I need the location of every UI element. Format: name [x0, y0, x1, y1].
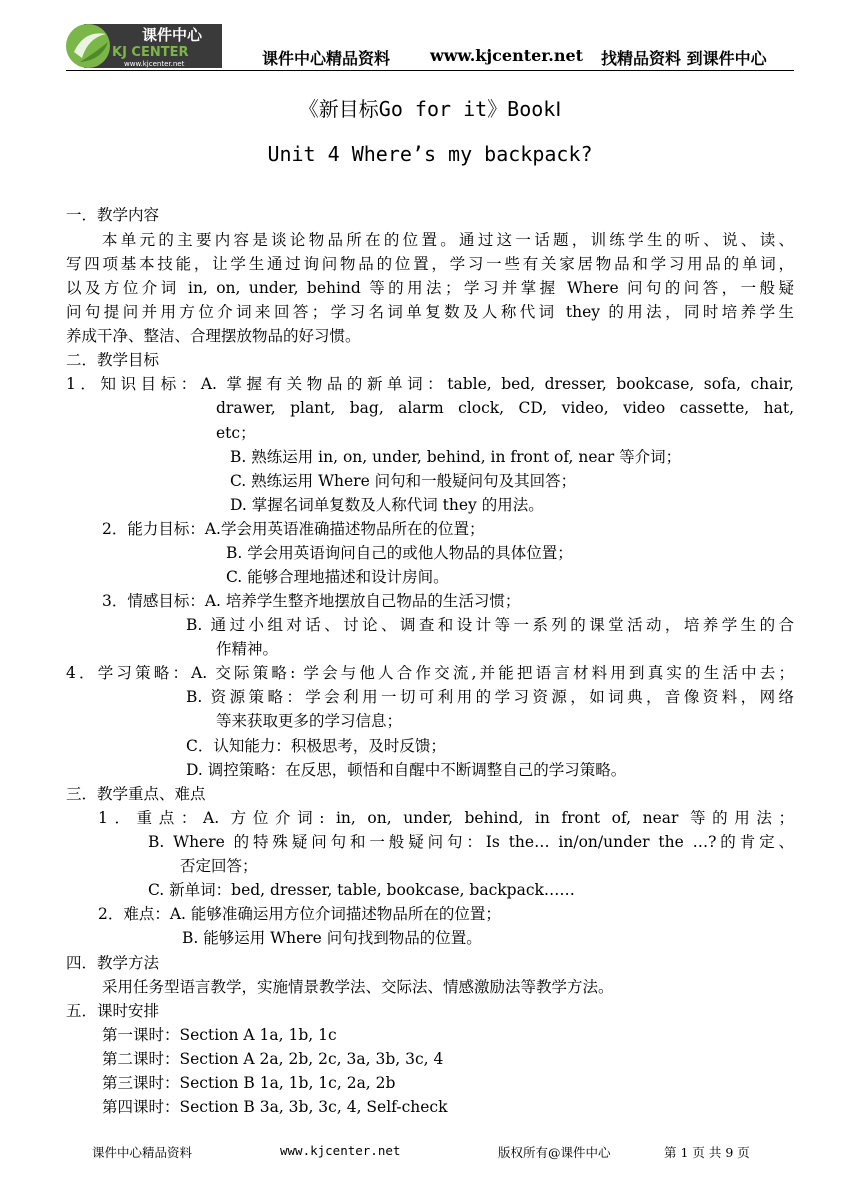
body-line: B. 能够运用 Where 问句找到物品的位置。	[182, 929, 482, 947]
doc-subtitle: Unit 4 Where’s my backpack?	[267, 142, 593, 166]
footer-copyright: 版权所有@课件中心	[498, 1145, 611, 1160]
body-line: C．认知能力：积极思考，及时反馈；	[186, 737, 446, 755]
body-line: B. 学会用英语询问自己的或他人物品的具体位置；	[226, 544, 573, 562]
schedule-line: 第一课时：Section A 1a, 1b, 1c	[102, 1026, 337, 1044]
kjcenter-logo	[66, 22, 222, 70]
body-line: 采用任务型语言教学，实施情景教学法、交际法、情感激励法等教学方法。	[102, 978, 614, 996]
body-line: 写四项基本技能，让学生通过询问物品的位置，学习一些有关家居物品和学习用品的单词，	[66, 255, 794, 273]
body-line: B. 资源策略：学会利用一切可利用的学习资源，如词典，音像资料，网络	[186, 688, 794, 706]
logo-main-text: KJ CENTER	[112, 45, 189, 60]
body-line: 1．重点：A. 方位介词: in, on, under, behind, in front of, near 等的用法；	[98, 809, 794, 827]
section-heading: 三．教学重点、难点	[66, 785, 206, 803]
body-line: 1．知识目标：A. 掌握有关物品的新单词：table, bed, dresser, bookcase, sofa, chair,	[66, 375, 794, 393]
header-tag-1: 课件中心精品资料	[262, 49, 391, 68]
logo-top-text: 课件中心	[142, 26, 203, 44]
body-line: 作精神。	[216, 640, 279, 658]
section-heading: 四．教学方法	[66, 954, 160, 972]
body-line: C. 新单词：bed, dresser, table, bookcase, backpack……	[148, 881, 575, 899]
body-line: C. 熟练运用 Where 问句和一般疑问句及其回答；	[230, 472, 577, 490]
header-rule	[66, 70, 794, 71]
header-tag-3: 找精品资料 到课件中心	[601, 49, 767, 68]
schedule-line: 第三课时：Section B 1a, 1b, 1c, 2a, 2b	[102, 1074, 396, 1092]
body-line: etc；	[216, 424, 256, 442]
page-header	[0, 0, 860, 72]
body-line: 2．难点：A. 能够准确运用方位介词描述物品所在的位置；	[98, 905, 501, 923]
body-line: 否定回答；	[180, 857, 258, 875]
body-line: 3．情感目标：A. 培养学生整齐地摆放自己物品的生活习惯；	[102, 592, 521, 610]
body-line: 问句提问并用方位介词来回答；学习名词单复数及人称代词 they 的用法，同时培养学生	[66, 303, 794, 321]
section-heading: 一．教学内容	[66, 206, 160, 224]
body-line: 本单元的主要内容是谈论物品所在的位置。通过这一话题，训练学生的听、说、读、	[102, 231, 794, 249]
body-line: 等来获取更多的学习信息；	[216, 712, 403, 730]
schedule-line: 第二课时：Section A 2a, 2b, 2c, 3a, 3b, 3c, 4	[102, 1050, 444, 1068]
body-line: C. 能够合理地描述和设计房间。	[226, 568, 449, 586]
section-heading: 五．课时安排	[66, 1002, 160, 1020]
footer-url: www.kjcenter.net	[280, 1143, 401, 1158]
logo-url-text: www.kjcenter.net	[124, 60, 185, 68]
body-line: D. 调控策略：在反思，顿悟和自醒中不断调整自己的学习策略。	[186, 761, 627, 779]
footer-label: 课件中心精品资料	[92, 1145, 193, 1160]
body-line: 以及方位介词 in, on, under, behind 等的用法；学习并掌握 Where 问句的问答，一般疑	[66, 279, 794, 297]
body-line: 养成干净、整洁、合理摆放物品的好习惯。	[66, 327, 361, 345]
body-line: B. 通过小组对话、讨论、调查和设计等一系列的课堂活动，培养学生的合	[186, 616, 794, 634]
body-line: D. 掌握名词单复数及人称代词 they 的用法。	[230, 496, 544, 514]
body-line: B. 熟练运用 in, on, under, behind, in front of, near 等介词；	[230, 448, 682, 466]
body-line: 2．能力目标：A.学会用英语准确描述物品所在的位置；	[102, 520, 485, 538]
page-number: 第 1 页 共 9 页	[664, 1145, 750, 1160]
body-line: drawer, plant, bag, alarm clock, CD, video, video cassette, hat,	[216, 399, 794, 417]
section-heading: 二．教学目标	[66, 351, 160, 369]
header-tag-2: www.kjcenter.net	[430, 46, 584, 65]
body-line: B. Where 的特殊疑问句和一般疑问句：Is the… in/on/under the …?的肯定、	[148, 833, 794, 851]
doc-title: 《新目标Go for it》BookⅠ	[298, 97, 562, 121]
schedule-line: 第四课时：Section B 3a, 3b, 3c, 4, Self-check	[102, 1098, 448, 1116]
body-line: 4．学习策略：A. 交际策略: 学会与他人合作交流,并能把语言材料用到真实的生活中去；	[66, 664, 794, 682]
